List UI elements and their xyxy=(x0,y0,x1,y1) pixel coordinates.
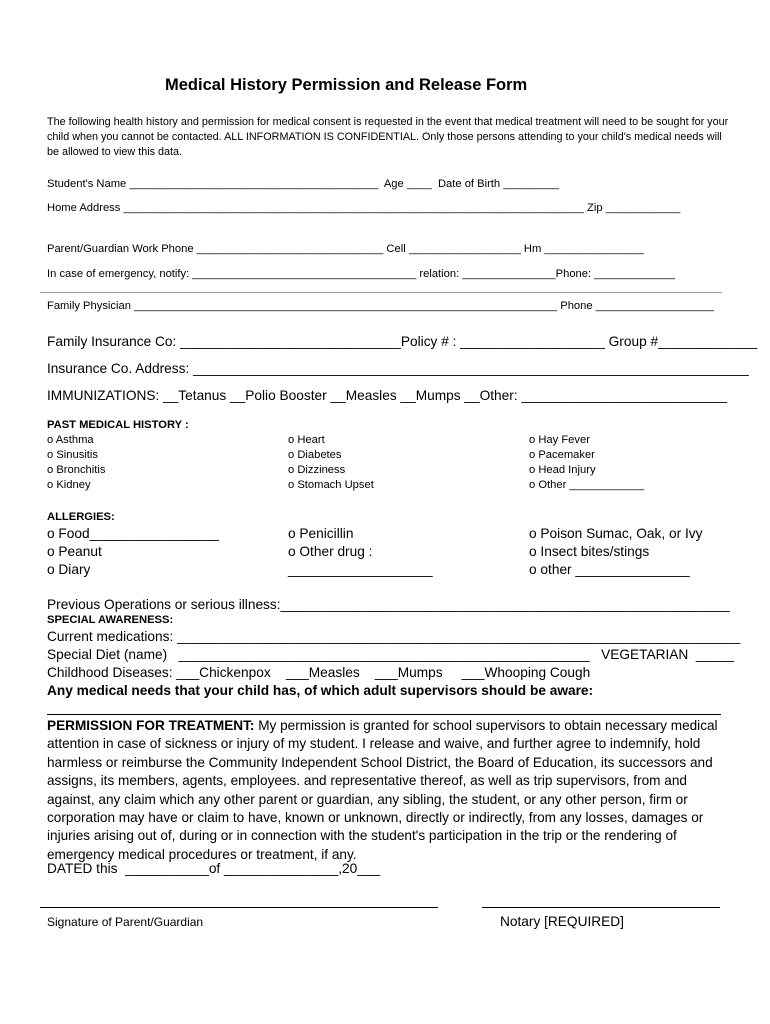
permission-body: My permission is granted for school supervisors to obtain necessary medical attention in case of sickness or injury of my student. I release and waive, and further agree to indemnify, hold harmless or reimburse the Community Independent School District, the Board of Education, its successors and assigns, its members, agents, employees. and representative thereof, as well as trip supervisors, from and against, any claim which any other parent or guardian, any sibling, the student, or any other person, firm or corporation may have or claim to have, known or unknown, directly or indirectly, from any losses, damages or injuries arising out of, during or in connection with the student's participation in the trip or the rendering of emergency medical procedures or treatment, if any. xyxy=(47,718,718,862)
permission-paragraph xyxy=(47,717,727,864)
special-awareness-heading: SPECIAL AWARENESS: xyxy=(47,614,174,626)
medical-needs-line[interactable] xyxy=(47,714,721,715)
immunizations-field[interactable]: IMMUNIZATIONS: __Tetanus __Polio Booster __Measles __Mumps __Other: ___________________________ xyxy=(47,388,727,403)
allergy-option[interactable]: o Penicillin xyxy=(288,526,354,541)
current-medications-field[interactable]: Current medications: __________________________________________________________________________ xyxy=(47,629,741,644)
history-option[interactable]: o Head Injury xyxy=(529,464,596,476)
other-drug-field[interactable]: ___________________ xyxy=(288,562,433,577)
allergy-option[interactable]: o Food_________________ xyxy=(47,526,220,541)
dated-field[interactable]: DATED this ___________of _______________,20___ xyxy=(47,861,381,876)
history-option[interactable]: o Other ____________ xyxy=(529,479,645,491)
history-option[interactable]: o Pacemaker xyxy=(529,449,595,461)
history-option[interactable]: o Sinusitis xyxy=(47,449,98,461)
emergency-contact-field[interactable]: In case of emergency, notify: ____________________________________ relation: _______________Phone: _____________ xyxy=(47,268,676,280)
history-option[interactable]: o Stomach Upset xyxy=(288,479,374,491)
student-name-field[interactable]: Student's Name ________________________________________ Age ____ Date of Birth _________ xyxy=(47,178,560,190)
past-medical-history-heading: PAST MEDICAL HISTORY : xyxy=(47,419,189,431)
allergy-option[interactable]: o other _______________ xyxy=(529,562,690,577)
notary-line[interactable] xyxy=(482,907,720,908)
insurance-company-field[interactable]: Family Insurance Co: _____________________________Policy # : ___________________ Group #_____________ xyxy=(47,334,758,349)
history-option[interactable]: o Dizziness xyxy=(288,464,346,476)
notary-label: Notary [REQUIRED] xyxy=(500,914,624,929)
special-diet-field[interactable]: Special Diet (name) ______________________________________________________ VEGETARIAN _____ xyxy=(47,647,734,662)
childhood-diseases-field[interactable]: Childhood Diseases: ___Chickenpox ___Measles ___Mumps ___Whooping Cough xyxy=(47,665,591,680)
history-option[interactable]: o Diabetes xyxy=(288,449,342,461)
allergy-option[interactable]: o Diary xyxy=(47,562,91,577)
intro-paragraph: The following health history and permission for medical consent is requested in the event that medical treatment will need to be sought for your child when you cannot be contacted. ALL INFORMATION IS CONFIDENTIAL. Only those persons attending to your child's medical needs will be allowed to view this data. xyxy=(47,116,729,159)
section-divider xyxy=(40,292,722,293)
parent-phone-field[interactable]: Parent/Guardian Work Phone ______________________________ Cell __________________ Hm ________________ xyxy=(47,243,644,255)
permission-heading: PERMISSION FOR TREATMENT: xyxy=(47,718,255,733)
allergy-option[interactable]: o Poison Sumac, Oak, or Ivy xyxy=(529,526,703,541)
medical-needs-prompt: Any medical needs that your child has, of which adult supervisors should be aware: xyxy=(47,683,594,698)
allergy-option[interactable]: o Peanut xyxy=(47,544,102,559)
history-option[interactable]: o Hay Fever xyxy=(529,434,590,446)
signature-label: Signature of Parent/Guardian xyxy=(47,915,204,929)
insurance-address-field[interactable]: Insurance Co. Address: _________________________________________________________________________ xyxy=(47,361,749,376)
signature-line[interactable] xyxy=(40,907,438,908)
allergy-option[interactable]: o Insect bites/stings xyxy=(529,544,650,559)
page-title: Medical History Permission and Release Form xyxy=(165,76,528,94)
allergy-option[interactable]: o Other drug : xyxy=(288,544,373,559)
history-option[interactable]: o Kidney xyxy=(47,479,91,491)
home-address-field[interactable]: Home Address __________________________________________________________________________ Zip ____________ xyxy=(47,202,681,214)
previous-operations-field[interactable]: Previous Operations or serious illness:___________________________________________________________ xyxy=(47,597,730,612)
family-physician-field[interactable]: Family Physician ____________________________________________________________________ Phone ___________________ xyxy=(47,300,714,312)
allergies-heading: ALLERGIES: xyxy=(47,511,115,523)
history-option[interactable]: o Bronchitis xyxy=(47,464,106,476)
history-option[interactable]: o Heart xyxy=(288,434,325,446)
history-option[interactable]: o Asthma xyxy=(47,434,94,446)
